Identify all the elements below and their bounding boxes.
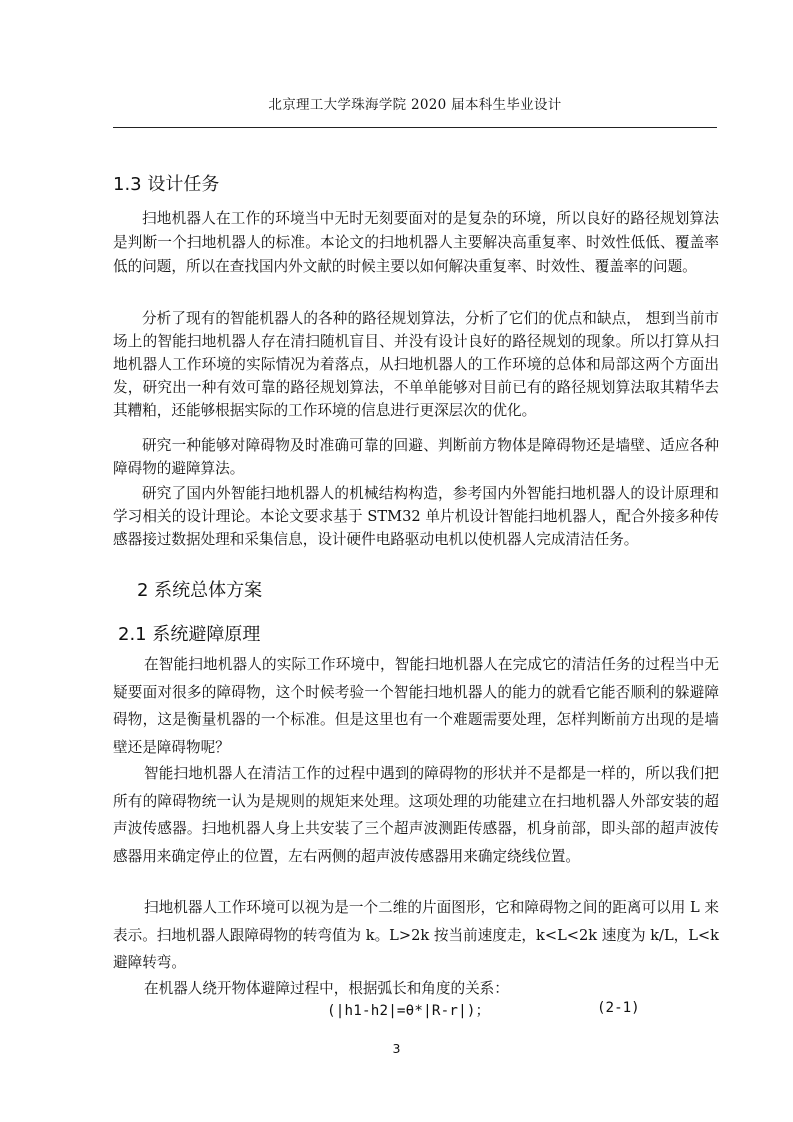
section-title-2: 2 系统总体方案: [137, 580, 263, 601]
paragraph-design-task-1: 扫地机器人在工作的环境当中无时无刻要面对的是复杂的环境，所以良好的路径规划算法是判断一个扫地机器人的标准。本论文的扫地机器人主要解决高重复率、时效性低低、覆盖率低的问题，所以在查找国内外文献的时候主要以如何解决重复率、时效性、覆盖率的问题。: [113, 210, 719, 275]
paragraph-obstacle-2: 智能扫地机器人在清洁工作的过程中遇到的障碍物的形状并不是都是一样的，所以我们把所有的障碍物统一认为是规则的规矩来处理。这项处理的功能建立在扫地机器人外部安装的超声波传感器。扫地机器人身上共安装了三个超声波测距传感器，机身前部，即头部的超声波传感器用来确定停止的位置，左右两侧的超声波传感器用来确定绕线位置。: [113, 765, 719, 865]
paragraph-design-task-2: 分析了现有的智能机器人的各种的路径规划算法，分析了它们的优点和缺点， 想到当前市场上的智能扫地机器人存在清扫随机盲目、并没有设计良好的路径规划的现象。所以打算从扫地机器人工作环境的实际情况为着落点，从扫地机器人的工作环境的总体和局部这两个方面出发，研究出一种有效可靠的路径规划算法，不单单能够对目前已有的路径规划算法取其精华去其糟粕，还能够根据实际的工作环境的信息进行更深层次的优化。: [113, 310, 719, 419]
paragraph-obstacle-4: 在机器人绕开物体避障过程中，根据弧长和角度的关系：: [144, 980, 509, 997]
paragraph-design-task-3: 研究一种能够对障碍物及时准确可靠的回避、判断前方物体是障碍物还是墙壁、适应各种障碍物的避障算法。: [113, 437, 719, 477]
paragraph-design-task-4: 研究了国内外智能扫地机器人的机械结构构造，参考国内外智能扫地机器人的设计原理和学习相关的设计理论。本论文要求基于 STM32 单片机设计智能扫地机器人，配合外接多种传感器接过数据处理和采集信息，设计硬件电路驱动电机以使机器人完成清洁任务。: [113, 485, 719, 548]
equation-number: (2-1): [597, 1000, 640, 1016]
paragraph-obstacle-3: 扫地机器人工作环境可以视为是一个二维的片面图形，它和障碍物之间的距离可以用 L 来表示。扫地机器人跟障碍物的转弯值为 k。L>2k 按当前速度走，k<L<2k 速度为 k/L，L<k 避障转弯。: [113, 899, 719, 971]
equation-2-1: (|h1-h2|=θ*|R-r|)；: [327, 1003, 490, 1019]
header-rule: [113, 127, 717, 128]
running-header: 北京理工大学珠海学院 2020 届本科生毕业设计: [268, 97, 562, 113]
page-number: 3: [392, 1041, 401, 1056]
section-title-1-3: 1.3 设计任务: [113, 174, 220, 195]
paragraph-obstacle-1: 在智能扫地机器人的实际工作环境中，智能扫地机器人在完成它的清洁任务的过程当中无疑要面对很多的障碍物，这个时候考验一个智能扫地机器人的能力的就看它能否顺利的躲避障碍物，这是衡量机器的一个标准。但是这里也有一个难题需要处理，怎样判断前方出现的是墙壁还是障碍物呢？: [113, 656, 719, 756]
section-title-2-1: 2.1 系统避障原理: [118, 624, 261, 645]
